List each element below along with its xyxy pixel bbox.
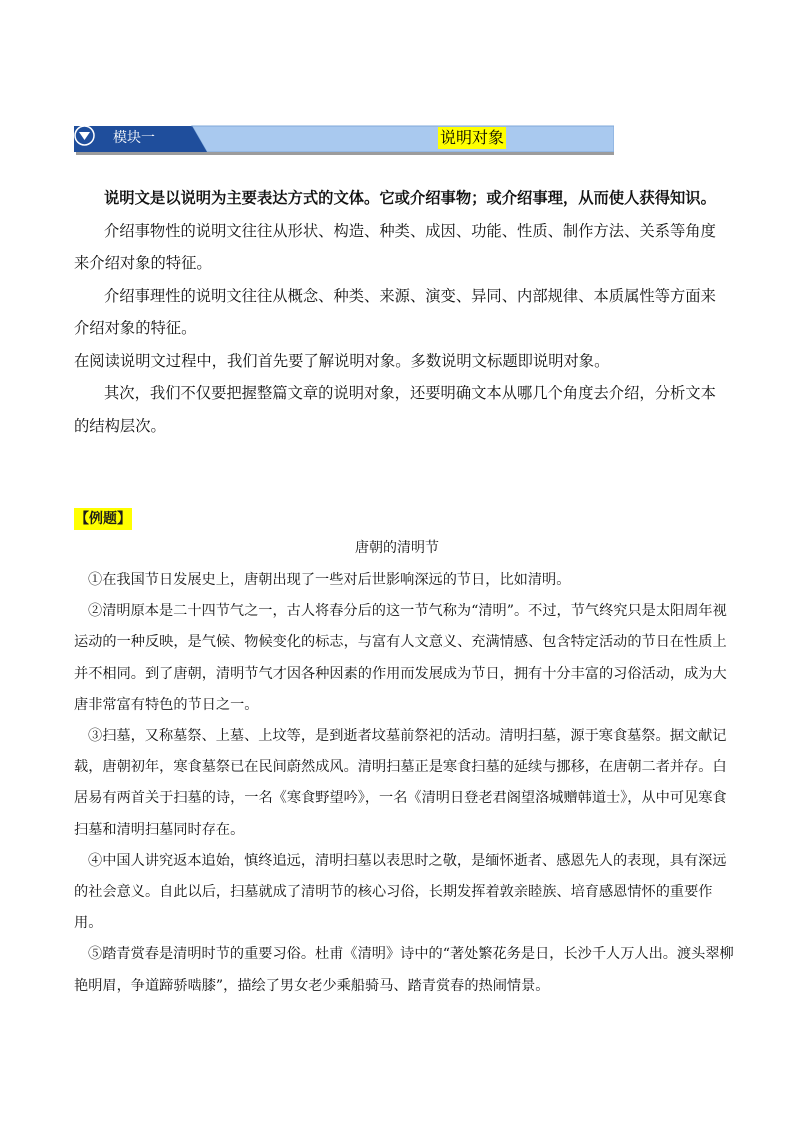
article-paragraph: ②清明原本是二十四节气之一，古人将春分后的这一节气称为“清明”。不过，节气终究只是太阳周年视运动的一种反映，是气候、物候变化的标志，与富有人文意义、充满情感、包含特定活动的节日在性质上并不相同。到了唐朝，清明节气才因各种因素的作用而发展成为节日，拥有十分丰富的习俗活动，成为大唐非常富有特色的节日之一。 (74, 603, 727, 713)
intro-section (74, 182, 726, 442)
article-paragraph: ①在我国节日发展史上，唐朝出现了一些对后世影响深远的节日，比如清明。 (88, 572, 571, 588)
intro-paragraph: 说明文是以说明为主要表达方式的文体。它或介绍事物；或介绍事理，从而使人获得知识。 (104, 189, 716, 207)
article-paragraph: ③扫墓，又称墓祭、上墓、上坟等，是到逝者坟墓前祭祀的活动。清明扫墓，源于寒食墓祭。据文献记载，唐朝初年，寒食墓祭已在民间蔚然成风。清明扫墓正是寒食扫墓的延续与挪移，在唐朝二者并存。白居易有两首关于扫墓的诗，一名《寒食野望吟》，一名《清明日登老君阁望洛城赠韩道士》，从中可见寒食扫墓和清明扫墓同时存在。 (74, 728, 727, 838)
intro-paragraph: 在阅读说明文过程中，我们首先要了解说明对象。多数说明文标题即说明对象。 (74, 351, 610, 370)
module-label: 模块一 (113, 130, 155, 146)
article-paragraph: ④中国人讲究返本追始，慎终追远，清明扫墓以表思时之敬，是缅怀逝者、感恩先人的表现，具有深远的社会意义。自此以后，扫墓就成了清明节的核心习俗，长期发挥着敦亲睦族、培育感恩情怀的重要作用。 (74, 852, 727, 932)
module-banner (74, 125, 614, 152)
module-title: 说明对象 (440, 128, 505, 147)
intro-paragraph: 介绍事物性的说明文往往从形状、构造、种类、成因、功能、性质、制作方法、关系等角度来介绍对象的特征。 (74, 221, 716, 272)
intro-paragraph: 其次，我们不仅要把握整篇文章的说明对象，还要明确文本从哪几个角度去介绍，分析文本的结构层次。 (74, 384, 716, 435)
article-body (74, 565, 734, 1002)
article-paragraph: ⑤踏青赏春是清明时节的重要习俗。杜甫《清明》诗中的“著处繁花务是日，长沙千人万人出。渡头翠柳艳明眉，争道蹄骄啮膝”，描绘了男女老少乘船骑马、踏青赏春的热闹情景。 (74, 946, 734, 994)
intro-paragraph: 介绍事理性的说明文往往从概念、种类、来源、演变、异同、内部规律、本质属性等方面来介绍对象的特征。 (74, 286, 716, 337)
chevron-down-circle-icon[interactable] (74, 125, 95, 146)
example-tag: 【例题】 (74, 508, 132, 530)
article-title: 唐朝的清明节 (355, 540, 439, 556)
